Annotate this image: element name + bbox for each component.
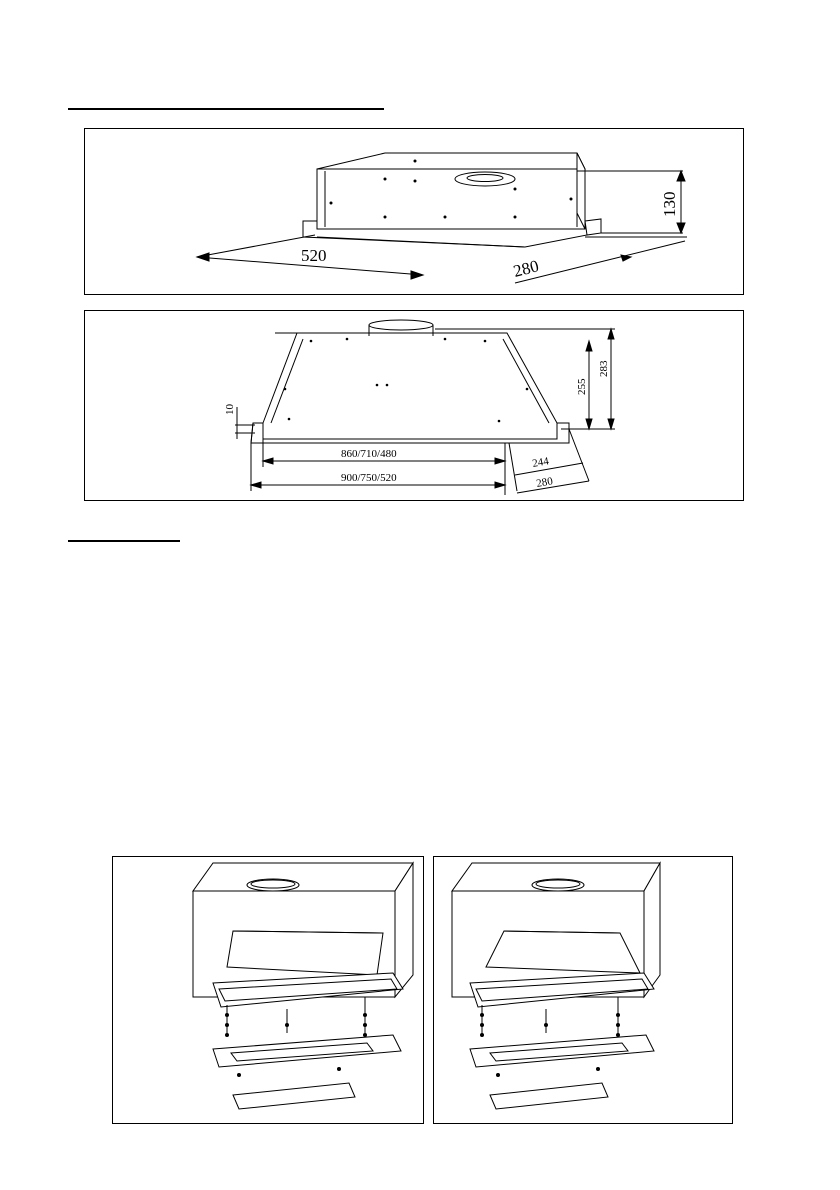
figure-hood-900-750-520-dimensions (84, 310, 744, 501)
section-heading-underline-1 (68, 108, 384, 110)
dim-body-height: 255 (576, 378, 588, 395)
dim-lip: 10 (224, 404, 236, 415)
dim-inner-depth: 244 (531, 455, 550, 470)
dim-inner-widths: 860/710/480 (341, 448, 397, 460)
section-heading-underline-2 (68, 540, 180, 542)
dim-total-height: 283 (598, 360, 610, 377)
hood-large-drawing (85, 311, 745, 502)
figure-install-left (112, 856, 424, 1124)
figure-install-right (433, 856, 733, 1124)
dim-depth: 280 (511, 256, 541, 281)
install-left-drawing (113, 857, 425, 1125)
dim-outer-widths: 900/750/520 (341, 472, 397, 484)
dim-height: 130 (660, 191, 679, 217)
hood-520-drawing (85, 129, 745, 296)
dim-outer-depth: 280 (535, 475, 554, 490)
dim-width: 520 (301, 246, 327, 265)
figure-hood-520-dimensions (84, 128, 744, 295)
install-right-drawing (434, 857, 734, 1125)
